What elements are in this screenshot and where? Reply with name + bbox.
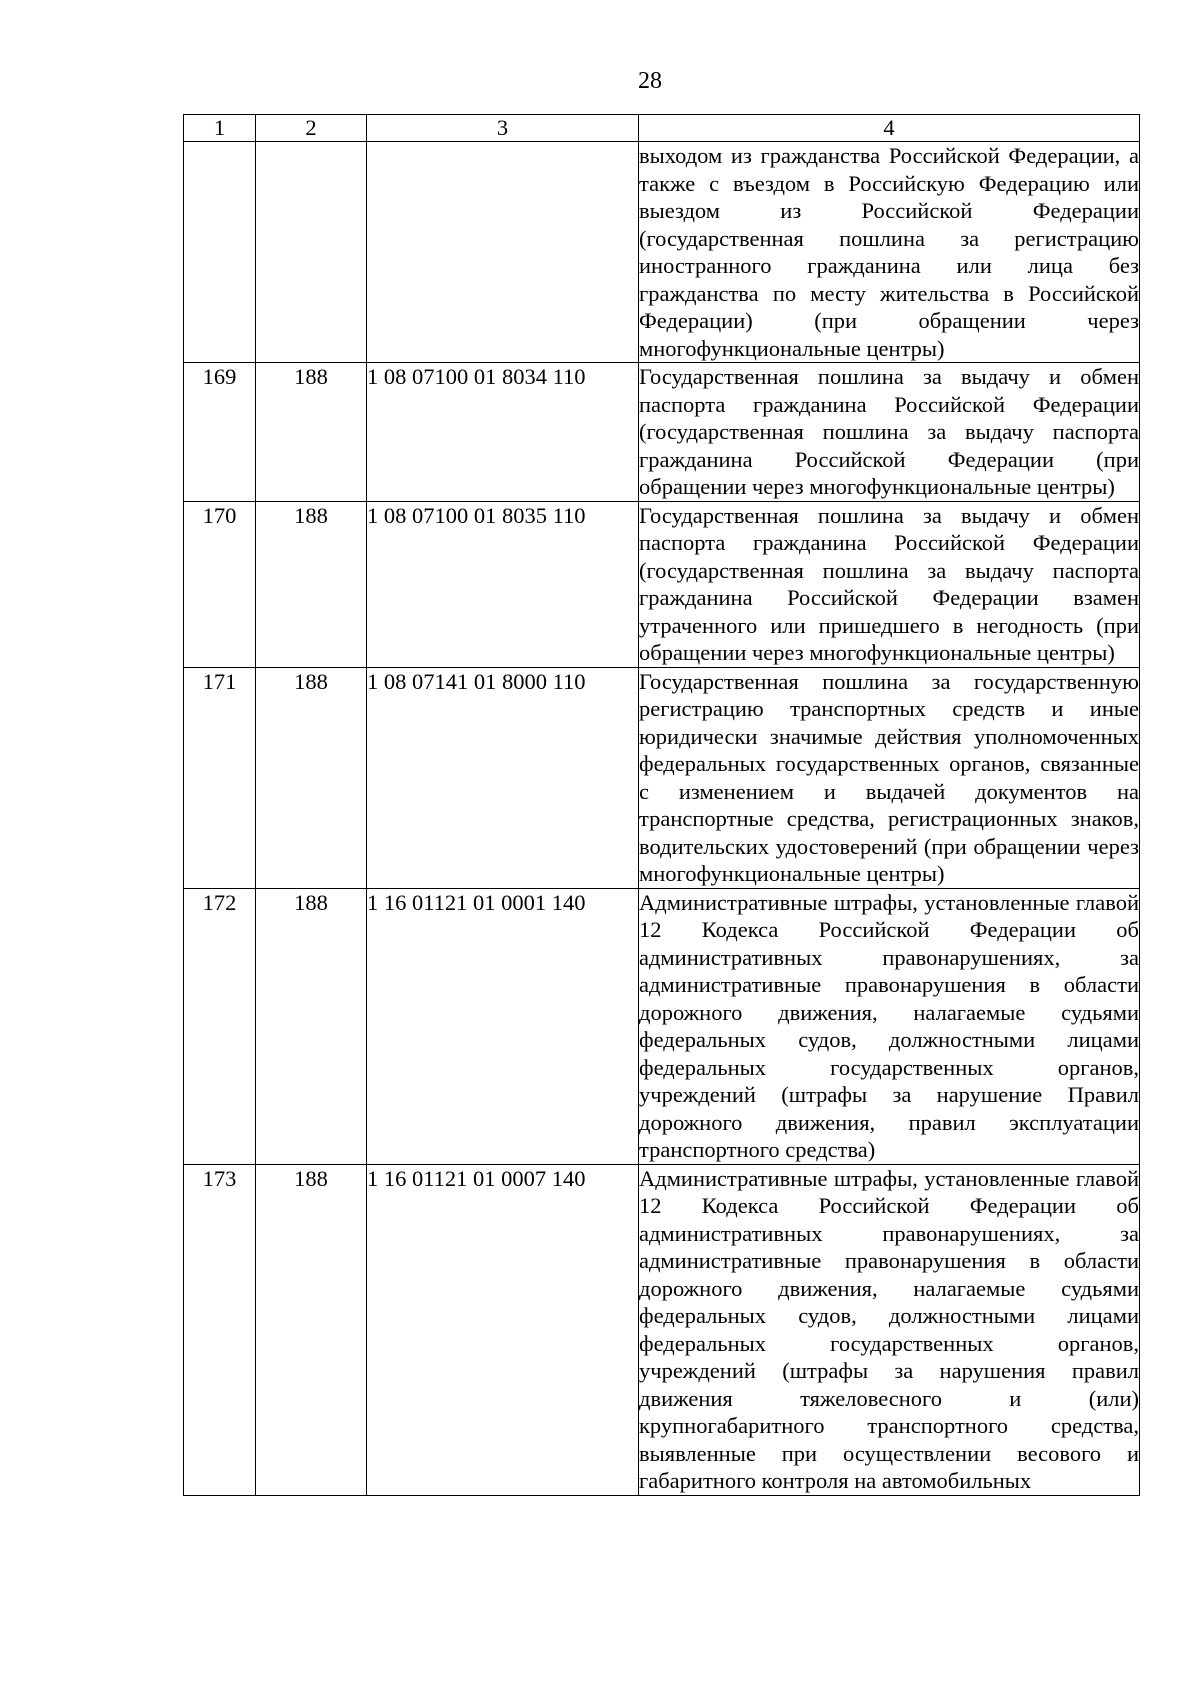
row-description: Административные штрафы, установленные главой 12 Кодекса Российской Федерации об административных правонарушениях, за административные правонарушения в области дорожного движения, налагаемые судьями федеральных судов, должностными лицами федеральных государственных органов, учреждений (штрафы за нарушение Правил дорожного движения, правил эксплуатации транспортного средства)	[639, 889, 1139, 1162]
row-number: 172	[184, 888, 256, 1164]
row-number: 170	[184, 501, 256, 667]
row-description: Государственная пошлина за государственную регистрацию транспортных средств и иные юридически значимые действия уполномоченных федеральных государственных органов, связанные с изменением и выдачей документов на транспортные средства, регистрационных знаков, водительских удостоверений (при обращении через многофункциональные центры)	[639, 668, 1139, 886]
revenue-codes-table	[183, 114, 1140, 1496]
row-number: 173	[184, 1164, 256, 1495]
row-admin-code: 188	[256, 667, 367, 888]
row-admin-code: 188	[256, 501, 367, 667]
row-description: Государственная пошлина за выдачу и обмен паспорта гражданина Российской Федерации (государственная пошлина за выдачу паспорта гражданина Российской Федерации (при обращении через многофункциональные центры)	[639, 364, 1139, 499]
header-col-3: 3	[367, 115, 639, 142]
row-budget-code	[367, 142, 639, 363]
header-col-4: 4	[639, 115, 1140, 142]
row-number: 169	[184, 363, 256, 502]
row-description: выходом из гражданства Российской Федерации, а также с въездом в Российскую Федерацию или выездом из Российской Федерации (государственная пошлина за регистрацию иностранного гражданина или лица без гражданства по месту жительства в Российской Федерации) (при обращении через многофункциональные центры)	[639, 143, 1139, 361]
table-row	[184, 363, 1140, 502]
row-admin-code: 188	[256, 1164, 367, 1495]
row-budget-code: 1 08 07100 01 8034 110	[367, 363, 639, 502]
row-number: 171	[184, 667, 256, 888]
row-budget-code: 1 16 01121 01 0001 140	[367, 888, 639, 1164]
header-col-1: 1	[184, 115, 256, 142]
header-col-2: 2	[256, 115, 367, 142]
row-number	[184, 142, 256, 363]
row-budget-code: 1 16 01121 01 0007 140	[367, 1164, 639, 1495]
table-row-continuation	[184, 142, 1140, 363]
row-admin-code: 188	[256, 888, 367, 1164]
table-row	[184, 1164, 1140, 1495]
row-admin-code: 188	[256, 363, 367, 502]
table-row	[184, 888, 1140, 1164]
row-budget-code: 1 08 07100 01 8035 110	[367, 501, 639, 667]
row-description: Государственная пошлина за выдачу и обмен паспорта гражданина Российской Федерации (государственная пошлина за выдачу паспорта гражданина Российской Федерации взамен утраченного или пришедшего в негодность (при обращении через многофункциональные центры)	[639, 502, 1139, 665]
row-budget-code: 1 08 07141 01 8000 110	[367, 667, 639, 888]
page-number: 28	[638, 68, 662, 94]
header-row	[184, 115, 1140, 142]
table-row	[184, 667, 1140, 888]
table-row	[184, 501, 1140, 667]
row-description: Административные штрафы, установленные главой 12 Кодекса Российской Федерации об административных правонарушениях, за административные правонарушения в области дорожного движения, налагаемые судьями федеральных судов, должностными лицами федеральных государственных органов, учреждений (штрафы за нарушения правил движения тяжеловесного и (или) крупногабаритного транспортного средства, выявленные при осуществлении весового и габаритного контроля на автомобильных	[639, 1165, 1139, 1493]
row-admin-code	[256, 142, 367, 363]
